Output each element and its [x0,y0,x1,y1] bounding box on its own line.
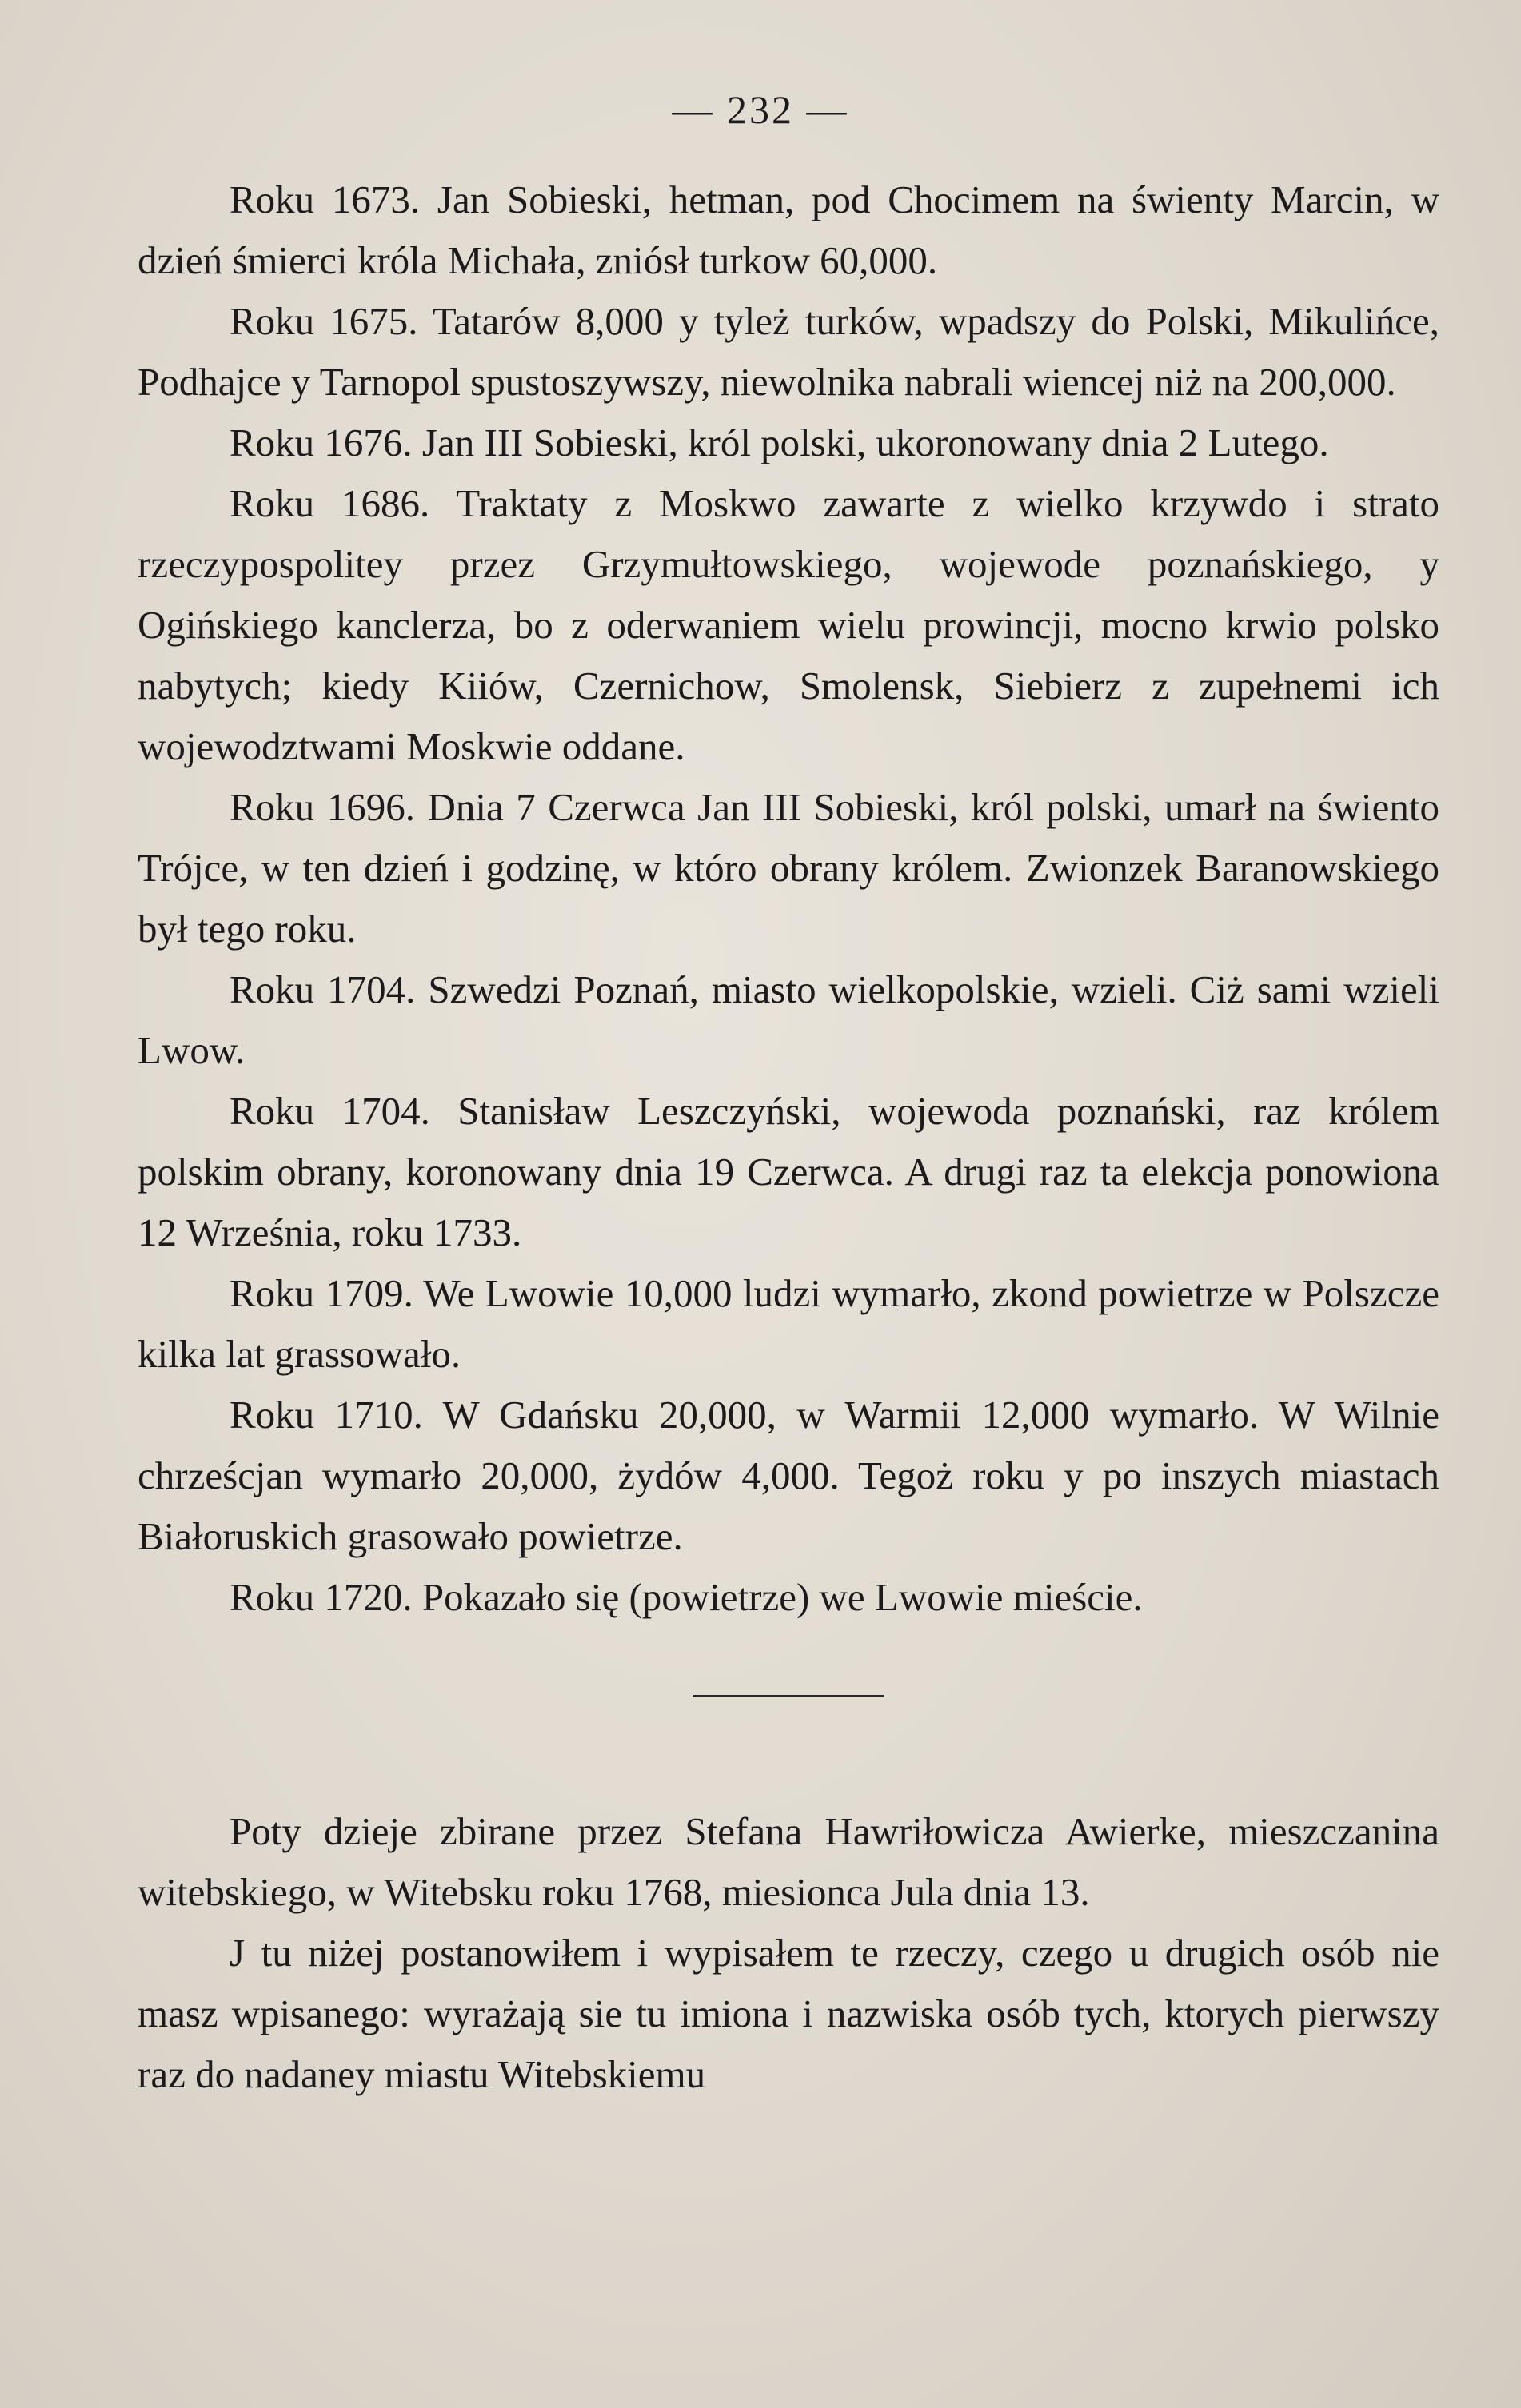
entry-1676: Roku 1676. Jan III Sobieski, król polski, ukoronowany dnia 2 Lutego. [230,421,1329,464]
closing-note-intro: J tu niżej postanowiłem i wypisałem te rzeczy, czego u drugich osób nie masz wpisanego: wyrażają sie tu imiona i nazwiska osób tych, ktorych pierwszy raz do nadaney miastu Witebskiemu [138,1931,1439,2096]
entry-1675: Roku 1675. Tatarów 8,000 y tyleż turków, wpadszy do Polski, Mikulińce, Podhajce y Tarnopol spustoszywszy, niewolnika nabrali wiencej niż na 200,000. [138,299,1439,404]
entry-1686: Roku 1686. Traktaty z Moskwo zawarte z wielko krzywdo i strato rzeczypospolitey przez Grzymułtowskiego, wojewode poznańskiego, y Ogińskiego kanclerza, bo z oderwaniem wielu prowincji, mocno krwio polsko nabytych; kiedy Kiiów, Czernichow, Smolensk, Siebierz z zupełnemi ich wojewodztwami Moskwie oddane. [138,481,1439,768]
chronicle-text [138,169,1439,2105]
closing-note-author: Poty dzieje zbirane przez Stefana Hawriłowicza Awierke, mieszczanina witebskiego, w Witebsku roku 1768, miesionca Jula dnia 13. [138,1809,1439,1914]
section-divider [693,1695,884,1697]
entry-1720: Roku 1720. Pokazało się (powietrze) we Lwowie mieście. [230,1575,1143,1619]
entry-1710: Roku 1710. W Gdańsku 20,000, w Warmii 12,000 wymarło. W Wilnie chrześcjan wymarło 20,000, żydów 4,000. Tegoż roku y po inszych miastach Białoruskich grasowało powietrze. [138,1393,1439,1558]
entry-1704-leszczynski: Roku 1704. Stanisław Leszczyński, wojewoda poznański, raz królem polskim obrany, koronowany dnia 19 Czerwca. A drugi raz ta elekcja ponowiona 12 Września, roku 1733. [138,1089,1439,1254]
entry-1673: Roku 1673. Jan Sobieski, hetman, pod Chocimem na świenty Marcin, w dzień śmierci króla Michała, zniósł turkow 60,000. [138,177,1439,282]
entry-1704-szwedzi: Roku 1704. Szwedzi Poznań, miasto wielkopolskie, wzieli. Ciż sami wzieli Lwow. [138,967,1439,1072]
page-number: — 232 — [672,87,849,132]
entry-1709: Roku 1709. We Lwowie 10,000 ludzi wymarło, zkond powietrze w Polszcze kilka lat grassowało. [138,1271,1439,1376]
entry-1696: Roku 1696. Dnia 7 Czerwca Jan III Sobieski, król polski, umarł na świento Trójce, w ten dzień i godzinę, w któro obrany królem. Zwionzek Baranowskiego był tego roku. [138,785,1439,951]
